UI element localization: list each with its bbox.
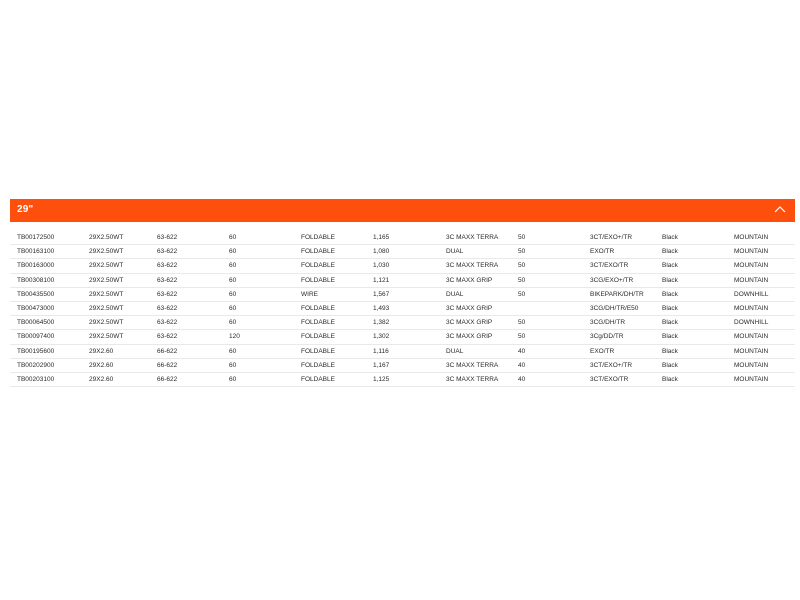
table-cell: 3CT/EXO/TR [590, 375, 629, 383]
table-cell: 1,493 [373, 304, 390, 312]
table-cell: DUAL [446, 248, 464, 256]
table-cell: TB00473000 [17, 304, 55, 312]
table-cell: FOLDABLE [301, 361, 335, 369]
table-cell: FOLDABLE [301, 347, 335, 355]
table-cell: TB00163000 [17, 262, 55, 270]
table-row [10, 316, 795, 330]
table-cell: TB00172500 [17, 234, 55, 241]
table-cell: TB00202900 [17, 361, 55, 369]
table-cell: 66-622 [157, 361, 178, 369]
table-cell: 50 [518, 290, 526, 298]
table-row [10, 359, 795, 373]
table-cell: 60 [229, 276, 237, 284]
table-cell: 3C MAXX TERRA [446, 375, 499, 383]
table-cell: TB00308100 [17, 276, 55, 284]
table-cell: TB00435500 [17, 290, 55, 298]
table-cell: 60 [229, 248, 237, 256]
table-cell: DUAL [446, 290, 464, 298]
accordion-header-29[interactable] [10, 199, 795, 222]
table-cell: Black [662, 375, 678, 383]
table-cell: 40 [518, 361, 526, 369]
table-row [10, 302, 795, 316]
table-cell: 29X2.60 [89, 375, 114, 383]
table-row [10, 373, 795, 387]
table-cell: MOUNTAIN [734, 361, 769, 369]
table-cell: FOLDABLE [301, 333, 335, 341]
table-cell: EXO/TR [590, 347, 615, 355]
table-cell: FOLDABLE [301, 248, 335, 256]
table-cell: EXO/TR [590, 248, 615, 256]
table-cell: 29X2.50WT [89, 333, 124, 341]
table-cell: Black [662, 290, 678, 298]
table-cell: 63-622 [157, 248, 178, 256]
table-cell: 63-622 [157, 333, 178, 341]
table-cell: 3C MAXX GRIP [446, 319, 493, 327]
table-row [10, 274, 795, 288]
table-cell: 63-622 [157, 290, 178, 298]
table-cell: 3C MAXX TERRA [446, 234, 499, 241]
table-cell: 3Cg/DD/TR [590, 333, 624, 341]
accordion-title: 29" [17, 204, 34, 215]
table-cell: 1,302 [373, 333, 390, 341]
table-cell: 60 [229, 290, 237, 298]
table-cell: 3C MAXX GRIP [446, 333, 493, 341]
table-cell: 1,030 [373, 262, 390, 270]
table-cell: 60 [229, 347, 237, 355]
table-cell: BIKEPARK/DH/TR [590, 290, 644, 298]
table-cell: TB00203100 [17, 375, 55, 383]
table-cell: 1,125 [373, 375, 390, 383]
table-cell: 3C MAXX TERRA [446, 361, 499, 369]
table-cell: MOUNTAIN [734, 262, 769, 270]
table-cell: 50 [518, 319, 526, 327]
table-cell: Black [662, 262, 678, 270]
table-cell: 63-622 [157, 262, 178, 270]
table-cell: 60 [229, 319, 237, 327]
table-cell: 1,080 [373, 248, 390, 256]
table-cell: 29X2.50WT [89, 248, 124, 256]
table-cell: Black [662, 333, 678, 341]
table-row [10, 330, 795, 344]
table-cell: TB00195600 [17, 347, 55, 355]
table-cell: 63-622 [157, 234, 178, 241]
tire-spec-table [10, 231, 795, 387]
table-cell: DOWNHILL [734, 319, 769, 327]
table-cell: Black [662, 319, 678, 327]
table-cell: 3CT/EXO/TR [590, 262, 629, 270]
table-cell: 60 [229, 304, 237, 312]
table-cell: 29X2.50WT [89, 290, 124, 298]
table-cell: TB00064500 [17, 319, 55, 327]
table-cell: FOLDABLE [301, 375, 335, 383]
table-cell: Black [662, 361, 678, 369]
table-cell: 3CG/DH/TR/E50 [590, 304, 639, 312]
table-cell: 50 [518, 248, 526, 256]
table-cell: 29X2.50WT [89, 276, 124, 284]
table-cell: 29X2.50WT [89, 262, 124, 270]
table-cell: 1,116 [373, 347, 389, 355]
table-cell: MOUNTAIN [734, 347, 769, 355]
table-cell: 66-622 [157, 375, 178, 383]
table-cell: DUAL [446, 347, 464, 355]
table-cell: DOWNHILL [734, 290, 769, 298]
table-cell: Black [662, 347, 678, 355]
table-cell: 60 [229, 361, 237, 369]
table-cell: 60 [229, 262, 237, 270]
table-cell: 3CG/DH/TR [590, 319, 626, 327]
table-cell: 1,382 [373, 319, 390, 327]
table-cell: 50 [518, 333, 526, 341]
table-row [10, 245, 795, 259]
table-cell: 1,167 [373, 361, 390, 369]
table-cell: Black [662, 304, 678, 312]
table-cell: FOLDABLE [301, 276, 335, 284]
table-cell: TB00163100 [17, 248, 55, 256]
table-cell: 50 [518, 262, 526, 270]
table-cell: 1,121 [373, 276, 390, 284]
table-row [10, 288, 795, 302]
table-cell: 50 [518, 276, 526, 284]
table-row [10, 259, 795, 273]
table-cell: 120 [229, 333, 240, 341]
table-cell: WIRE [301, 290, 318, 298]
table-cell: TB00097400 [17, 333, 55, 341]
table-cell: 63-622 [157, 304, 178, 312]
table-row [10, 231, 795, 245]
table-cell: 60 [229, 375, 237, 383]
table-cell: 1,567 [373, 290, 390, 298]
table-cell: 60 [229, 234, 237, 241]
table-cell: Black [662, 276, 678, 284]
table-cell: Black [662, 234, 678, 241]
table-row [10, 345, 795, 359]
table-cell: MOUNTAIN [734, 276, 769, 284]
table-cell: MOUNTAIN [734, 248, 769, 256]
table-cell: FOLDABLE [301, 319, 335, 327]
table-cell: 29X2.60 [89, 361, 114, 369]
table-cell: 3C MAXX TERRA [446, 262, 499, 270]
table-cell: 50 [518, 234, 526, 241]
table-cell: 29X2.50WT [89, 234, 124, 241]
table-cell: 3CT/EXO+/TR [590, 361, 633, 369]
table-cell: FOLDABLE [301, 262, 335, 270]
table-cell: 63-622 [157, 319, 178, 327]
table-cell: 3C MAXX GRIP [446, 304, 493, 312]
table-cell: 66-622 [157, 347, 178, 355]
table-cell: 63-622 [157, 276, 178, 284]
table-cell: 29X2.50WT [89, 319, 124, 327]
table-cell: 3CG/EXO+/TR [590, 276, 634, 284]
table-cell: MOUNTAIN [734, 304, 769, 312]
table-cell: 3C MAXX GRIP [446, 276, 493, 284]
table-cell: 1,165 [373, 234, 390, 241]
table-cell: MOUNTAIN [734, 333, 769, 341]
table-cell: 3CT/EXO+/TR [590, 234, 633, 241]
table-cell: FOLDABLE [301, 304, 335, 312]
table-cell: FOLDABLE [301, 234, 335, 241]
table-cell: 40 [518, 347, 526, 355]
table-cell: Black [662, 248, 678, 256]
table-cell: MOUNTAIN [734, 234, 769, 241]
table-cell: MOUNTAIN [734, 375, 769, 383]
chevron-up-icon[interactable] [773, 204, 787, 216]
table-cell: 29X2.60 [89, 347, 114, 355]
table-cell: 29X2.50WT [89, 304, 124, 312]
table-cell: 40 [518, 375, 526, 383]
